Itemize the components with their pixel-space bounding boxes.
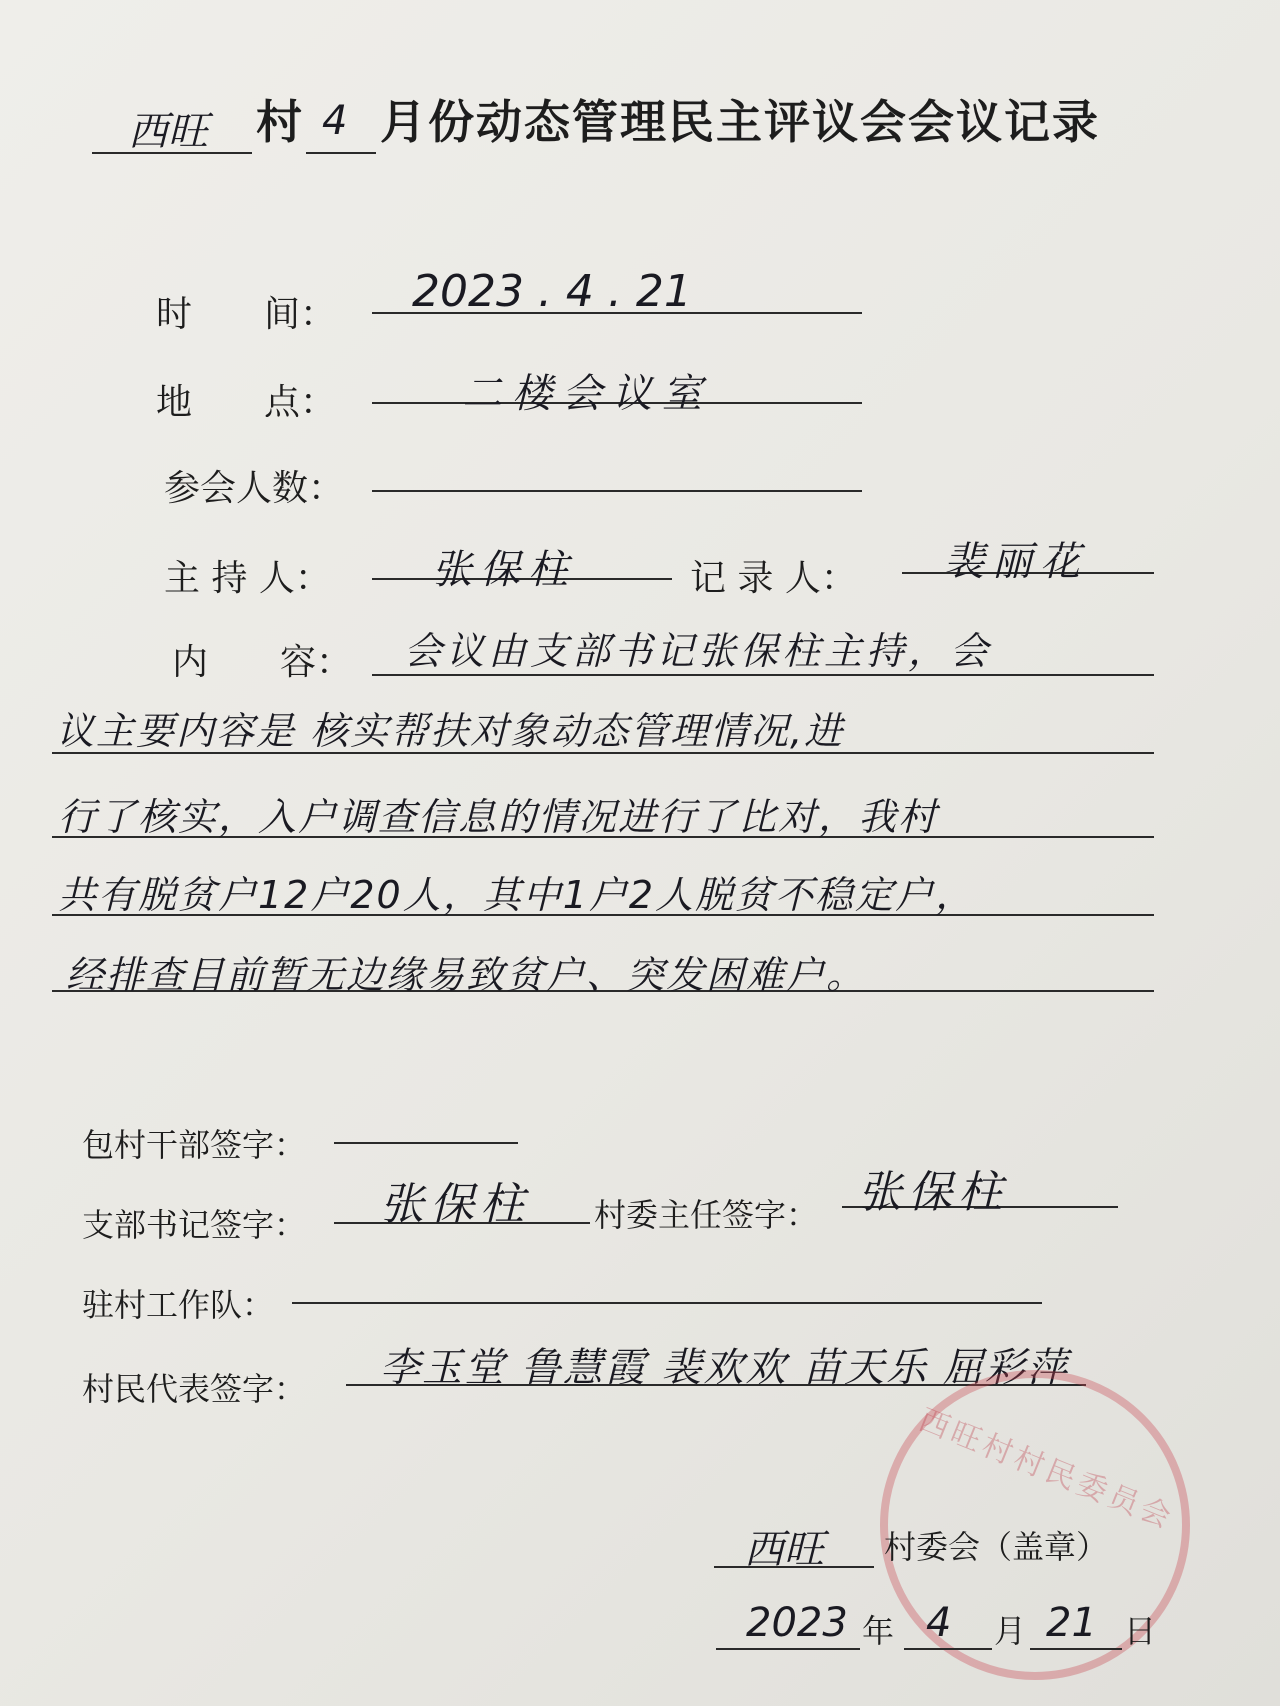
secretary-signature-label: 支部书记签字： — [82, 1206, 307, 1244]
content-line-3: 行了核实，入户调查信息的情况进行了比对，我村 — [58, 795, 939, 839]
director-signature: 张保柱 — [858, 1167, 1008, 1218]
content-line-1: 会议由支部书记张保柱主持，会 — [404, 629, 993, 673]
footer-day-label: 日 — [1124, 1612, 1157, 1650]
recorder-value: 裴丽花 — [944, 539, 1088, 585]
title-month: 4 — [322, 98, 348, 144]
title-month-line — [306, 152, 376, 154]
content-line-2: 议主要内容是 核实帮扶对象动态管理情况,进 — [56, 709, 845, 753]
cadre-signature-label: 包村干部签字： — [82, 1126, 307, 1164]
title-village-name: 西旺 — [128, 109, 208, 155]
official-seal-text: 西旺村村民委员会 — [913, 1402, 1180, 1537]
footer-year-line — [716, 1648, 860, 1650]
content-line-4: 共有脱贫户12户20人，其中1户2人脱贫不稳定户， — [58, 873, 976, 917]
footer-committee-text: 村委会（盖章） — [884, 1528, 1109, 1566]
footer-month: 4 — [926, 1600, 952, 1646]
work-team-line — [292, 1302, 1042, 1304]
title-village-suffix: 村 — [256, 95, 304, 149]
villager-reps-label: 村民代表签字： — [82, 1370, 307, 1408]
place-value: 二楼会议室 — [462, 371, 712, 417]
secretary-signature: 张保柱 — [380, 1179, 530, 1230]
time-value: 2023 . 4 . 21 — [412, 266, 692, 317]
content-line-5: 经排查目前暂无边缘易致贫户、突发困难户。 — [66, 953, 867, 997]
footer-year: 2023 — [746, 1600, 848, 1646]
work-team-label: 驻村工作队： — [82, 1286, 275, 1324]
villager-reps-signatures: 李玉堂 鲁慧霞 裴欢欢 苗天乐 屈彩萍 — [380, 1345, 1069, 1391]
footer-month-line — [904, 1648, 992, 1650]
footer-month-label: 月 — [994, 1612, 1027, 1650]
time-label: 时 间： — [156, 294, 337, 335]
content-label: 内 容： — [172, 642, 353, 683]
attendees-label: 参会人数： — [164, 468, 345, 509]
footer-day-line — [1030, 1648, 1122, 1650]
footer-year-label: 年 — [862, 1612, 895, 1650]
footer-village-name: 西旺 — [744, 1527, 824, 1573]
host-value: 张保柱 — [432, 547, 576, 593]
page-title: 月份动态管理民主评议会会议记录 — [380, 95, 1100, 149]
footer-day: 21 — [1046, 1600, 1097, 1646]
director-signature-label: 村委主任签字： — [594, 1196, 819, 1234]
cadre-signature-line — [334, 1142, 518, 1144]
recorder-label: 记 录 人： — [690, 558, 857, 599]
place-label: 地 点： — [156, 382, 337, 423]
host-label: 主 持 人： — [164, 558, 331, 599]
attendees-line — [372, 490, 862, 492]
